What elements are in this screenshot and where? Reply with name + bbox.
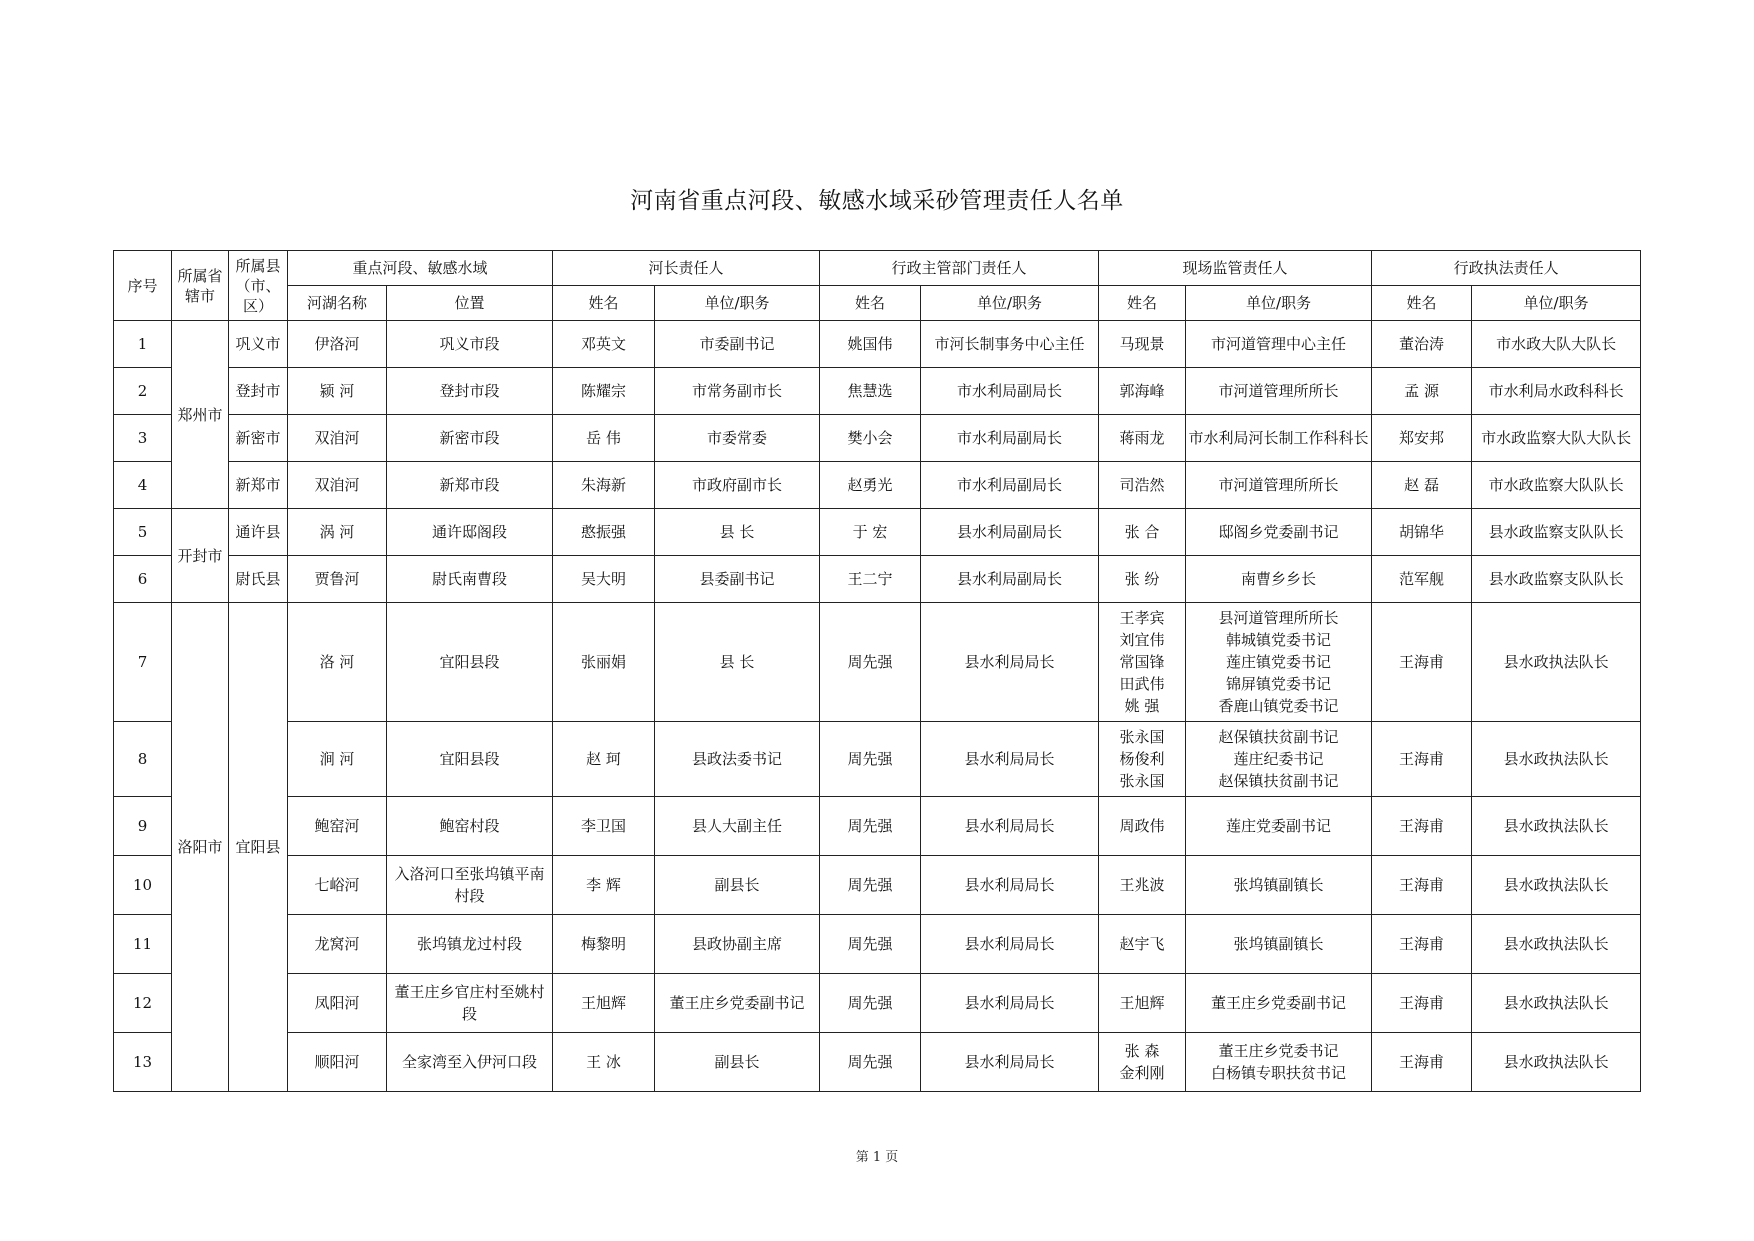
- cell-law-post: 县水政执法队长: [1472, 797, 1641, 856]
- cell-site-name: 张 森 金利刚: [1099, 1033, 1186, 1092]
- header-seq: 序号: [114, 251, 172, 321]
- cell-seq: 4: [114, 462, 172, 509]
- header-city: 所属省辖市: [172, 251, 229, 321]
- cell-admin-post: 县水利局副局长: [921, 556, 1099, 603]
- cell-chief-name: 李 辉: [553, 856, 655, 915]
- cell-admin-post: 县水利局局长: [921, 797, 1099, 856]
- header-location: 位置: [387, 286, 553, 321]
- cell-admin-name: 于 宏: [820, 509, 921, 556]
- cell-chief-post: 副县长: [655, 1033, 820, 1092]
- table-row: [114, 1033, 1641, 1092]
- cell-county: 巩义市: [229, 321, 288, 368]
- cell-site-name: 马现景: [1099, 321, 1186, 368]
- cell-admin-post: 县水利局局长: [921, 1033, 1099, 1092]
- cell-law-post: 县水政监察支队队长: [1472, 509, 1641, 556]
- cell-chief-post: 董王庄乡党委副书记: [655, 974, 820, 1033]
- cell-chief-name: 梅黎明: [553, 915, 655, 974]
- cell-admin-name: 周先强: [820, 722, 921, 797]
- cell-location: 登封市段: [387, 368, 553, 415]
- cell-site-post: 市水利局河长制工作科科长: [1186, 415, 1372, 462]
- cell-admin-name: 周先强: [820, 797, 921, 856]
- cell-location: 尉氏南曹段: [387, 556, 553, 603]
- cell-law-post: 市水政大队大队长: [1472, 321, 1641, 368]
- cell-admin-name: 周先强: [820, 915, 921, 974]
- cell-admin-name: 周先强: [820, 603, 921, 722]
- cell-county: 新密市: [229, 415, 288, 462]
- cell-river: 双洎河: [288, 462, 387, 509]
- cell-admin-name: 姚国伟: [820, 321, 921, 368]
- table-row: [114, 797, 1641, 856]
- table-row: [114, 368, 1641, 415]
- cell-seq: 11: [114, 915, 172, 974]
- cell-location: 全家湾至入伊河口段: [387, 1033, 553, 1092]
- cell-location: 新密市段: [387, 415, 553, 462]
- cell-chief-name: 朱海新: [553, 462, 655, 509]
- cell-river: 七峪河: [288, 856, 387, 915]
- cell-site-name: 张 合: [1099, 509, 1186, 556]
- table-row: [114, 556, 1641, 603]
- header-county: 所属县（市、区）: [229, 251, 288, 321]
- cell-location: 张坞镇龙过村段: [387, 915, 553, 974]
- cell-location: 宜阳县段: [387, 603, 553, 722]
- cell-chief-post: 市常务副市长: [655, 368, 820, 415]
- cell-river: 鲍窑河: [288, 797, 387, 856]
- cell-seq: 7: [114, 603, 172, 722]
- cell-river: 顺阳河: [288, 1033, 387, 1092]
- cell-admin-post: 市水利局副局长: [921, 415, 1099, 462]
- cell-site-post: 市河道管理所所长: [1186, 368, 1372, 415]
- responsibility-table: [113, 250, 1641, 1092]
- cell-admin-name: 赵勇光: [820, 462, 921, 509]
- cell-law-post: 县水政监察支队队长: [1472, 556, 1641, 603]
- cell-location: 通许邸阁段: [387, 509, 553, 556]
- cell-law-name: 孟 源: [1372, 368, 1472, 415]
- cell-seq: 1: [114, 321, 172, 368]
- cell-admin-name: 焦慧选: [820, 368, 921, 415]
- cell-location: 入洛河口至张坞镇平南村段: [387, 856, 553, 915]
- cell-law-post: 县水政执法队长: [1472, 603, 1641, 722]
- cell-site-post: 董王庄乡党委副书记: [1186, 974, 1372, 1033]
- cell-location: 董王庄乡官庄村至姚村段: [387, 974, 553, 1033]
- cell-city-luoyang: 洛阳市: [172, 603, 229, 1092]
- cell-law-post: 市水政监察大队大队长: [1472, 415, 1641, 462]
- cell-seq: 12: [114, 974, 172, 1033]
- header-admin-group: 行政主管部门责任人: [820, 251, 1099, 286]
- table-row: [114, 321, 1641, 368]
- cell-chief-post: 县委副书记: [655, 556, 820, 603]
- document-title: 河南省重点河段、敏感水域采砂管理责任人名单: [630, 188, 1124, 214]
- table-row: [114, 509, 1641, 556]
- cell-law-name: 王海甫: [1372, 856, 1472, 915]
- cell-county: 登封市: [229, 368, 288, 415]
- cell-chief-post: 市委副书记: [655, 321, 820, 368]
- cell-seq: 2: [114, 368, 172, 415]
- cell-site-post: 张坞镇副镇长: [1186, 856, 1372, 915]
- cell-river: 龙窝河: [288, 915, 387, 974]
- cell-site-post: 张坞镇副镇长: [1186, 915, 1372, 974]
- cell-chief-name: 赵 珂: [553, 722, 655, 797]
- cell-site-post: 莲庄党委副书记: [1186, 797, 1372, 856]
- cell-site-post: 市河道管理所所长: [1186, 462, 1372, 509]
- cell-river: 贾鲁河: [288, 556, 387, 603]
- header-law-post: 单位/职务: [1472, 286, 1641, 321]
- cell-seq: 8: [114, 722, 172, 797]
- cell-admin-post: 县水利局局长: [921, 974, 1099, 1033]
- cell-admin-post: 县水利局局长: [921, 915, 1099, 974]
- cell-chief-name: 李卫国: [553, 797, 655, 856]
- header-chief-name: 姓名: [553, 286, 655, 321]
- cell-county-yiyang: 宜阳县: [229, 603, 288, 1092]
- cell-law-name: 董治涛: [1372, 321, 1472, 368]
- cell-chief-post: 市政府副市长: [655, 462, 820, 509]
- cell-chief-post: 副县长: [655, 856, 820, 915]
- cell-law-post: 市水利局水政科科长: [1472, 368, 1641, 415]
- cell-river: 涧 河: [288, 722, 387, 797]
- cell-law-name: 王海甫: [1372, 603, 1472, 722]
- header-water-group: 重点河段、敏感水域: [288, 251, 553, 286]
- cell-site-name: 张永国 杨俊利 张永国: [1099, 722, 1186, 797]
- cell-admin-post: 县水利局副局长: [921, 509, 1099, 556]
- cell-law-post: 县水政执法队长: [1472, 722, 1641, 797]
- cell-site-post: 赵保镇扶贫副书记 莲庄纪委书记 赵保镇扶贫副书记: [1186, 722, 1372, 797]
- header-chief-post: 单位/职务: [655, 286, 820, 321]
- table-row: [114, 462, 1641, 509]
- cell-chief-name: 憨振强: [553, 509, 655, 556]
- cell-city-zhengzhou: 郑州市: [172, 321, 229, 509]
- cell-admin-name: 周先强: [820, 856, 921, 915]
- cell-county: 尉氏县: [229, 556, 288, 603]
- cell-law-name: 王海甫: [1372, 915, 1472, 974]
- cell-chief-post: 县 长: [655, 509, 820, 556]
- header-river-name: 河湖名称: [288, 286, 387, 321]
- cell-law-name: 胡锦华: [1372, 509, 1472, 556]
- cell-chief-post: 县人大副主任: [655, 797, 820, 856]
- cell-law-name: 郑安邦: [1372, 415, 1472, 462]
- cell-chief-name: 张丽娟: [553, 603, 655, 722]
- cell-chief-name: 陈耀宗: [553, 368, 655, 415]
- cell-site-name: 王旭辉: [1099, 974, 1186, 1033]
- cell-river: 凤阳河: [288, 974, 387, 1033]
- cell-chief-name: 吴大明: [553, 556, 655, 603]
- cell-admin-post: 县水利局局长: [921, 603, 1099, 722]
- cell-admin-post: 县水利局局长: [921, 722, 1099, 797]
- cell-law-post: 县水政执法队长: [1472, 856, 1641, 915]
- cell-site-post: 董王庄乡党委书记 白杨镇专职扶贫书记: [1186, 1033, 1372, 1092]
- cell-chief-post: 县 长: [655, 603, 820, 722]
- cell-county: 新郑市: [229, 462, 288, 509]
- cell-chief-post: 县政法委书记: [655, 722, 820, 797]
- cell-chief-name: 岳 伟: [553, 415, 655, 462]
- cell-seq: 6: [114, 556, 172, 603]
- cell-county: 通许县: [229, 509, 288, 556]
- cell-admin-post: 县水利局局长: [921, 856, 1099, 915]
- cell-seq: 5: [114, 509, 172, 556]
- cell-location: 宜阳县段: [387, 722, 553, 797]
- cell-admin-name: 樊小会: [820, 415, 921, 462]
- cell-site-name: 王兆波: [1099, 856, 1186, 915]
- header-site-name: 姓名: [1099, 286, 1186, 321]
- cell-admin-post: 市水利局副局长: [921, 462, 1099, 509]
- cell-chief-name: 王 冰: [553, 1033, 655, 1092]
- table-row: [114, 915, 1641, 974]
- cell-site-post: 市河道管理中心主任: [1186, 321, 1372, 368]
- cell-chief-name: 王旭辉: [553, 974, 655, 1033]
- table-row: [114, 603, 1641, 722]
- cell-river: 伊洛河: [288, 321, 387, 368]
- cell-river: 双洎河: [288, 415, 387, 462]
- cell-city-kaifeng: 开封市: [172, 509, 229, 603]
- cell-site-name: 周政伟: [1099, 797, 1186, 856]
- cell-location: 新郑市段: [387, 462, 553, 509]
- cell-admin-name: 周先强: [820, 974, 921, 1033]
- cell-location: 鲍窑村段: [387, 797, 553, 856]
- cell-seq: 10: [114, 856, 172, 915]
- cell-law-name: 赵 磊: [1372, 462, 1472, 509]
- cell-site-name: 张 纷: [1099, 556, 1186, 603]
- cell-law-name: 王海甫: [1372, 722, 1472, 797]
- cell-law-name: 范军舰: [1372, 556, 1472, 603]
- cell-chief-post: 市委常委: [655, 415, 820, 462]
- table-row: [114, 415, 1641, 462]
- cell-site-name: 王孝宾 刘宜伟 常国锋 田武伟 姚 强: [1099, 603, 1186, 722]
- cell-law-post: 县水政执法队长: [1472, 974, 1641, 1033]
- cell-site-name: 赵宇飞: [1099, 915, 1186, 974]
- cell-seq: 13: [114, 1033, 172, 1092]
- cell-law-name: 王海甫: [1372, 1033, 1472, 1092]
- cell-river: 洛 河: [288, 603, 387, 722]
- cell-admin-name: 周先强: [820, 1033, 921, 1092]
- header-law-group: 行政执法责任人: [1372, 251, 1641, 286]
- cell-site-name: 司浩然: [1099, 462, 1186, 509]
- page-number: 第 1 页: [855, 1150, 899, 1165]
- cell-location: 巩义市段: [387, 321, 553, 368]
- cell-site-post: 南曹乡乡长: [1186, 556, 1372, 603]
- cell-law-post: 市水政监察大队队长: [1472, 462, 1641, 509]
- cell-admin-name: 王二宁: [820, 556, 921, 603]
- cell-seq: 3: [114, 415, 172, 462]
- cell-site-name: 蒋雨龙: [1099, 415, 1186, 462]
- cell-law-post: 县水政执法队长: [1472, 1033, 1641, 1092]
- cell-admin-post: 市河长制事务中心主任: [921, 321, 1099, 368]
- header-admin-post: 单位/职务: [921, 286, 1099, 321]
- cell-site-post: 邸阁乡党委副书记: [1186, 509, 1372, 556]
- cell-law-name: 王海甫: [1372, 974, 1472, 1033]
- cell-admin-post: 市水利局副局长: [921, 368, 1099, 415]
- cell-site-post: 县河道管理所所长 韩城镇党委书记 莲庄镇党委书记 锦屏镇党委书记 香鹿山镇党委书记: [1186, 603, 1372, 722]
- header-site-post: 单位/职务: [1186, 286, 1372, 321]
- cell-law-post: 县水政执法队长: [1472, 915, 1641, 974]
- header-law-name: 姓名: [1372, 286, 1472, 321]
- table-row: [114, 974, 1641, 1033]
- table-row: [114, 722, 1641, 797]
- header-river-chief-group: 河长责任人: [553, 251, 820, 286]
- cell-river: 颍 河: [288, 368, 387, 415]
- cell-site-name: 郭海峰: [1099, 368, 1186, 415]
- cell-chief-post: 县政协副主席: [655, 915, 820, 974]
- header-admin-name: 姓名: [820, 286, 921, 321]
- cell-chief-name: 邓英文: [553, 321, 655, 368]
- table-row: [114, 856, 1641, 915]
- cell-river: 涡 河: [288, 509, 387, 556]
- cell-seq: 9: [114, 797, 172, 856]
- cell-law-name: 王海甫: [1372, 797, 1472, 856]
- header-site-group: 现场监管责任人: [1099, 251, 1372, 286]
